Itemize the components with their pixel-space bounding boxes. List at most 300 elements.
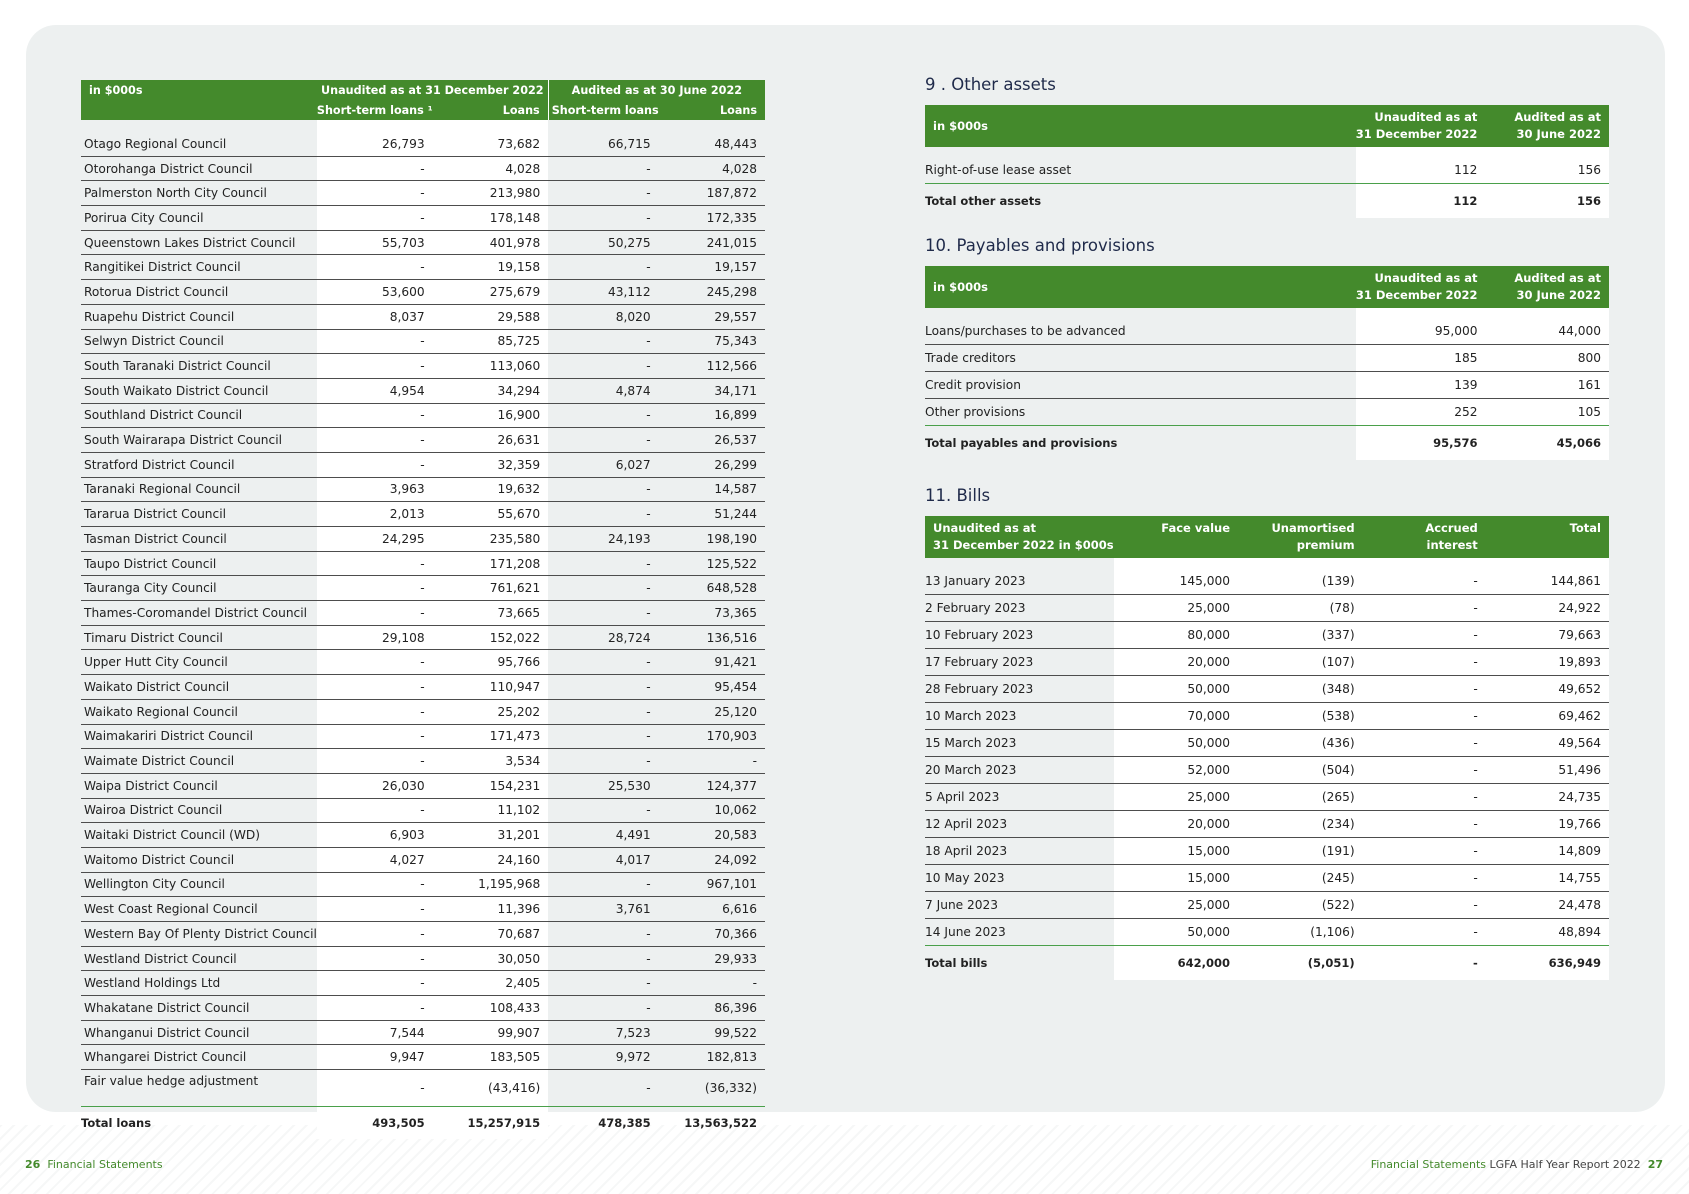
bills-header [925, 516, 1609, 558]
short-term-audited-value: 50,275 [548, 230, 658, 255]
short-term-audited-value: - [548, 329, 658, 354]
row-label: South Taranaki District Council [81, 354, 317, 379]
row-label: Total loans [81, 1116, 152, 1131]
table-row [925, 838, 1609, 865]
table-row [925, 157, 1609, 184]
loans-header-label: in $000s [89, 83, 143, 97]
short-term-audited-value: - [548, 156, 658, 181]
page-number-right: 27 [1647, 1158, 1663, 1171]
total-value: 49,564 [1486, 730, 1609, 757]
row-label: Taupo District Council [81, 551, 317, 576]
loans-audited-value: 29,557 [659, 304, 765, 329]
bills-header-accrued-interest: Accrued interest [1425, 521, 1478, 552]
other-assets-header-audited: Audited as at 30 June 2022 [1514, 110, 1601, 141]
loans-audited-value: 16,899 [659, 403, 765, 428]
loans-unaudited-value: 73,682 [433, 132, 549, 156]
row-label: 10 February 2023 [925, 622, 1114, 649]
row-label: 20 March 2023 [925, 757, 1114, 784]
table-row [81, 724, 765, 749]
short-term-unaudited-value: - [317, 329, 433, 354]
loans-audited-value: 26,299 [659, 452, 765, 477]
loans-unaudited-value: 25,202 [433, 699, 549, 724]
row-label: Timaru District Council [81, 625, 317, 650]
row-label: 12 April 2023 [925, 811, 1114, 838]
loans-unaudited-value: 761,621 [433, 576, 549, 601]
payables-header [925, 266, 1609, 308]
total-value: 51,496 [1486, 757, 1609, 784]
loans-unaudited-value: 110,947 [433, 675, 549, 700]
loans-unaudited-value: 15,257,915 [433, 1107, 549, 1140]
total-value: 19,893 [1486, 649, 1609, 676]
bills-header-label: Unaudited as at 31 December 2022 in $000s [933, 521, 1114, 552]
short-term-unaudited-value: - [317, 601, 433, 626]
accrued-interest-value: - [1363, 649, 1486, 676]
row-label: 13 January 2023 [925, 568, 1114, 595]
total-value: 24,922 [1486, 595, 1609, 622]
row-label: Westland District Council [81, 946, 317, 971]
loans-audited-value: - [659, 749, 765, 774]
short-term-unaudited-value: - [317, 798, 433, 823]
table-row [925, 622, 1609, 649]
table-row [81, 502, 765, 527]
fair-value-row [81, 1070, 765, 1107]
table-row [81, 749, 765, 774]
short-term-audited-value: - [548, 798, 658, 823]
total-row [925, 184, 1609, 219]
loans-unaudited-value: 73,665 [433, 601, 549, 626]
short-term-audited-value: 25,530 [548, 773, 658, 798]
short-term-audited-value: - [548, 749, 658, 774]
row-label: Tasman District Council [81, 527, 317, 552]
unaudited-value: 95,576 [1356, 426, 1486, 461]
table-row [925, 318, 1609, 345]
short-term-audited-value: - [548, 650, 658, 675]
loans-audited-value: 70,366 [659, 922, 765, 947]
total-value: 24,735 [1486, 784, 1609, 811]
row-label: Right-of-use lease asset [925, 157, 1356, 184]
face-value: 25,000 [1114, 595, 1238, 622]
short-term-unaudited-value: 53,600 [317, 280, 433, 305]
table-row [81, 354, 765, 379]
spacer-row [925, 308, 1609, 318]
short-term-audited-value: - [548, 971, 658, 996]
short-term-audited-value: - [548, 946, 658, 971]
row-label: Southland District Council [81, 403, 317, 428]
short-term-unaudited-value: 3,963 [317, 477, 433, 502]
short-term-audited-value: 478,385 [598, 1116, 651, 1131]
audited-value: 45,066 [1486, 426, 1609, 461]
loans-audited-value: 73,365 [659, 601, 765, 626]
loans-audited-value: 124,377 [659, 773, 765, 798]
face-value: 52,000 [1114, 757, 1238, 784]
loans-unaudited-value: 85,725 [433, 329, 549, 354]
short-term-unaudited-value: 26,030 [317, 773, 433, 798]
total-row [81, 1107, 765, 1140]
loans-unaudited-value: 24,160 [433, 847, 549, 872]
row-label: Palmerston North City Council [81, 181, 317, 206]
row-label: Otorohanga District Council [81, 156, 317, 181]
short-term-unaudited-value: - [317, 403, 433, 428]
table-row [81, 601, 765, 626]
short-term-audited-value: - [548, 699, 658, 724]
short-term-unaudited-value: - [317, 1070, 433, 1107]
short-term-unaudited-value: 6,903 [317, 823, 433, 848]
loans-unaudited-value: 275,679 [433, 280, 549, 305]
row-label: Whakatane District Council [81, 996, 317, 1021]
audited-value: 156 [1485, 184, 1609, 219]
short-term-audited-value: - [548, 922, 658, 947]
loans-audited-value: 187,872 [659, 181, 765, 206]
total-value: 636,949 [1486, 946, 1609, 981]
row-label: Waitaki District Council (WD) [81, 823, 317, 848]
accrued-interest-value: - [1363, 676, 1486, 703]
unamortised-premium-value: (538) [1238, 703, 1363, 730]
short-term-unaudited-value: - [317, 872, 433, 897]
accrued-interest-value: - [1363, 568, 1486, 595]
loans-audited-value: 172,335 [659, 206, 765, 231]
short-term-unaudited-value: - [317, 946, 433, 971]
row-label: Waimate District Council [81, 749, 317, 774]
row-label: Waimakariri District Council [81, 724, 317, 749]
audited-value: 44,000 [1486, 318, 1609, 345]
loans-unaudited-value: 95,766 [433, 650, 549, 675]
row-label: Wellington City Council [81, 872, 317, 897]
loans-table [81, 80, 765, 1139]
total-value: 79,663 [1486, 622, 1609, 649]
table-row [925, 568, 1609, 595]
loans-unaudited-value: 4,028 [433, 156, 549, 181]
row-label: Total bills [925, 956, 988, 970]
table-row [81, 1045, 765, 1070]
short-term-audited-value: - [548, 576, 658, 601]
table-row [925, 703, 1609, 730]
accrued-interest-value: - [1363, 892, 1486, 919]
total-value: 69,462 [1486, 703, 1609, 730]
table-row [81, 699, 765, 724]
payables-table [925, 266, 1609, 460]
row-label: Rotorua District Council [81, 280, 317, 305]
loans-unaudited-value: 183,505 [433, 1045, 549, 1070]
loans-audited-value: 86,396 [659, 996, 765, 1021]
unamortised-premium-value: (191) [1238, 838, 1363, 865]
loans-audited-value: 19,157 [659, 255, 765, 280]
loans-unaudited-value: 34,294 [433, 378, 549, 403]
table-row [925, 784, 1609, 811]
table-row [925, 649, 1609, 676]
loans-audited-value: 14,587 [659, 477, 765, 502]
unamortised-premium-value: (78) [1238, 595, 1363, 622]
payables-header-unaudited: Unaudited as at 31 December 2022 [1355, 271, 1478, 302]
face-value: 15,000 [1114, 865, 1238, 892]
short-term-unaudited-value: 29,108 [317, 625, 433, 650]
spacer-row [81, 120, 765, 132]
table-row [925, 865, 1609, 892]
short-term-audited-value: - [548, 601, 658, 626]
loans-audited-value: 10,062 [659, 798, 765, 823]
loans-unaudited-value: 11,102 [433, 798, 549, 823]
loans-unaudited-value: 19,632 [433, 477, 549, 502]
short-term-audited-value: - [548, 181, 658, 206]
row-label: Selwyn District Council [81, 329, 317, 354]
loans-unaudited-value: 26,631 [433, 428, 549, 453]
row-label: Taranaki Regional Council [81, 477, 317, 502]
table-row [81, 798, 765, 823]
loans-unaudited-value: 11,396 [433, 897, 549, 922]
row-label: Upper Hutt City Council [81, 650, 317, 675]
short-term-unaudited-value: - [317, 971, 433, 996]
audited-value: 156 [1485, 157, 1609, 184]
short-term-unaudited-value: - [317, 699, 433, 724]
row-label: Thames-Coromandel District Council [81, 601, 317, 626]
table-row [81, 576, 765, 601]
face-value: 25,000 [1114, 892, 1238, 919]
total-value: 49,652 [1486, 676, 1609, 703]
row-label: Waikato Regional Council [81, 699, 317, 724]
accrued-interest-value: - [1363, 622, 1486, 649]
loans-header-short-term-unaudited: Short-term loans ¹ [316, 103, 433, 117]
short-term-unaudited-value: 493,505 [317, 1107, 433, 1140]
short-term-unaudited-value: 4,954 [317, 378, 433, 403]
face-value: 642,000 [1114, 946, 1238, 981]
row-label: Westland Holdings Ltd [81, 971, 317, 996]
short-term-unaudited-value: - [317, 255, 433, 280]
unamortised-premium-value: (107) [1238, 649, 1363, 676]
short-term-audited-value: - [548, 724, 658, 749]
loans-unaudited-value: 235,580 [433, 527, 549, 552]
row-label: Ruapehu District Council [81, 304, 317, 329]
footer-document-title: LGFA Half Year Report 2022 [1489, 1158, 1641, 1171]
loans-header-row-1 [81, 80, 765, 100]
loans-unaudited-value: 55,670 [433, 502, 549, 527]
short-term-audited-value: - [548, 551, 658, 576]
table-row [81, 280, 765, 305]
table-row [81, 304, 765, 329]
face-value: 50,000 [1114, 730, 1238, 757]
short-term-unaudited-value: - [317, 922, 433, 947]
row-label: Credit provision [925, 372, 1356, 399]
row-label: 2 February 2023 [925, 595, 1114, 622]
loans-audited-value: 26,537 [659, 428, 765, 453]
short-term-unaudited-value: - [317, 354, 433, 379]
short-term-audited-value: 9,972 [548, 1045, 658, 1070]
loans-unaudited-value: 178,148 [433, 206, 549, 231]
table-row [925, 345, 1609, 372]
other-assets-title: 9 . Other assets [925, 75, 1056, 94]
table-row [81, 773, 765, 798]
row-label: South Waikato District Council [81, 378, 317, 403]
loans-unaudited-value: 213,980 [433, 181, 549, 206]
table-row [81, 452, 765, 477]
table-row [925, 595, 1609, 622]
face-value: 15,000 [1114, 838, 1238, 865]
table-row [81, 996, 765, 1021]
table-row [81, 527, 765, 552]
row-label: Waipa District Council [81, 773, 317, 798]
table-row [925, 676, 1609, 703]
table-row [81, 922, 765, 947]
loans-audited-value: 24,092 [659, 847, 765, 872]
unaudited-value: 95,000 [1356, 318, 1486, 345]
row-label: 7 June 2023 [925, 892, 1114, 919]
face-value: 80,000 [1114, 622, 1238, 649]
short-term-audited-value: 7,523 [548, 1020, 658, 1045]
row-label: 10 May 2023 [925, 865, 1114, 892]
short-term-unaudited-value: 24,295 [317, 527, 433, 552]
payables-title: 10. Payables and provisions [925, 236, 1155, 255]
row-label: 14 June 2023 [925, 919, 1114, 946]
table-row [81, 206, 765, 231]
short-term-audited-value: 4,491 [548, 823, 658, 848]
unamortised-premium-value: (265) [1238, 784, 1363, 811]
row-label: Whanganui District Council [81, 1020, 317, 1045]
table-row [925, 811, 1609, 838]
payables-header-label: in $000s [933, 279, 988, 294]
face-value: 145,000 [1114, 568, 1238, 595]
accrued-interest-value: - [1363, 730, 1486, 757]
loans-audited-value: 241,015 [659, 230, 765, 255]
short-term-audited-value: 6,027 [548, 452, 658, 477]
loans-header-row-2 [81, 100, 765, 120]
unamortised-premium-value: (337) [1238, 622, 1363, 649]
table-row [81, 329, 765, 354]
loans-header-loans-audited: Loans [720, 103, 757, 117]
loans-audited-value: 170,903 [659, 724, 765, 749]
table-row [81, 872, 765, 897]
short-term-unaudited-value: - [317, 650, 433, 675]
loans-unaudited-value: 152,022 [433, 625, 549, 650]
row-label: Tararua District Council [81, 502, 317, 527]
loans-unaudited-value: 108,433 [433, 996, 549, 1021]
loans-audited-value: 967,101 [659, 872, 765, 897]
unamortised-premium-value: (504) [1238, 757, 1363, 784]
short-term-unaudited-value: 55,703 [317, 230, 433, 255]
footer-right [1371, 1158, 1663, 1171]
table-row [81, 403, 765, 428]
short-term-audited-value: - [548, 428, 658, 453]
loans-audited-value: - [659, 971, 765, 996]
loans-header-group-audited: Audited as at 30 June 2022 [571, 83, 743, 97]
loans-audited-value: 91,421 [659, 650, 765, 675]
short-term-unaudited-value: - [317, 551, 433, 576]
loans-unaudited-value: 30,050 [433, 946, 549, 971]
loans-audited-value: 99,522 [659, 1020, 765, 1045]
loans-unaudited-value: 113,060 [433, 354, 549, 379]
short-term-audited-value: - [548, 255, 658, 280]
row-label: 5 April 2023 [925, 784, 1114, 811]
table-row [81, 181, 765, 206]
bills-table [925, 516, 1609, 980]
loans-unaudited-value: 1,195,968 [433, 872, 549, 897]
table-row [81, 650, 765, 675]
short-term-audited-value: 4,874 [548, 378, 658, 403]
unamortised-premium-value: (348) [1238, 676, 1363, 703]
row-label: Loans/purchases to be advanced [925, 318, 1356, 345]
accrued-interest-value: - [1363, 757, 1486, 784]
loans-unaudited-value: 401,978 [433, 230, 549, 255]
total-value: 19,766 [1486, 811, 1609, 838]
total-value: 144,861 [1486, 568, 1609, 595]
short-term-audited-value: - [548, 354, 658, 379]
loans-unaudited-value: 29,588 [433, 304, 549, 329]
accrued-interest-value: - [1363, 811, 1486, 838]
row-label: Whangarei District Council [81, 1045, 317, 1070]
row-label: Queenstown Lakes District Council [81, 230, 317, 255]
unamortised-premium-value: (522) [1238, 892, 1363, 919]
loans-audited-value: 51,244 [659, 502, 765, 527]
short-term-audited-value: 8,020 [548, 304, 658, 329]
loans-unaudited-value: 32,359 [433, 452, 549, 477]
loans-audited-value: 20,583 [659, 823, 765, 848]
loans-header-loans-unaudited: Loans [433, 100, 549, 120]
row-label: Waitomo District Council [81, 847, 317, 872]
short-term-unaudited-value: - [317, 156, 433, 181]
table-row [925, 919, 1609, 946]
loans-audited-value: 95,454 [659, 675, 765, 700]
short-term-audited-value: - [548, 1070, 658, 1107]
total-value: 14,809 [1486, 838, 1609, 865]
table-row [81, 156, 765, 181]
short-term-audited-value: - [548, 996, 658, 1021]
short-term-audited-value: 3,761 [548, 897, 658, 922]
other-assets-header-label: in $000s [933, 118, 988, 133]
table-row [925, 892, 1609, 919]
short-term-audited-value: - [548, 675, 658, 700]
face-value: 50,000 [1114, 919, 1238, 946]
loans-unaudited-value: 171,473 [433, 724, 549, 749]
short-term-unaudited-value: 26,793 [317, 132, 433, 156]
row-label: Stratford District Council [81, 452, 317, 477]
short-term-audited-value: 24,193 [548, 527, 658, 552]
audited-value: 161 [1486, 372, 1609, 399]
loans-audited-value: (36,332) [659, 1070, 765, 1107]
total-row [925, 426, 1609, 461]
row-label: Western Bay Of Plenty District Council [81, 922, 317, 947]
table-row [925, 399, 1609, 426]
bills-header-total: Total [1569, 521, 1601, 535]
row-label: Trade creditors [925, 345, 1356, 372]
short-term-unaudited-value: 2,013 [317, 502, 433, 527]
face-value: 50,000 [1114, 676, 1238, 703]
short-term-unaudited-value: 7,544 [317, 1020, 433, 1045]
short-term-unaudited-value: 9,947 [317, 1045, 433, 1070]
unaudited-value: 185 [1356, 345, 1486, 372]
table-row [81, 971, 765, 996]
audited-value: 800 [1486, 345, 1609, 372]
short-term-audited-value: 4,017 [548, 847, 658, 872]
short-term-unaudited-value: - [317, 576, 433, 601]
loans-unaudited-value: 2,405 [433, 971, 549, 996]
total-value: 14,755 [1486, 865, 1609, 892]
table-row [81, 428, 765, 453]
total-value: 48,894 [1486, 919, 1609, 946]
loans-unaudited-value: 19,158 [433, 255, 549, 280]
loans-unaudited-value: 3,534 [433, 749, 549, 774]
table-row [81, 847, 765, 872]
table-row [81, 378, 765, 403]
table-row [81, 1020, 765, 1045]
total-value: 24,478 [1486, 892, 1609, 919]
other-assets-table [925, 105, 1609, 218]
loans-unaudited-value: 99,907 [433, 1020, 549, 1045]
face-value: 25,000 [1114, 784, 1238, 811]
row-label: Total other assets [925, 194, 1042, 208]
other-assets-header [925, 105, 1609, 147]
short-term-unaudited-value: - [317, 206, 433, 231]
loans-audited-value: 125,522 [659, 551, 765, 576]
row-label: South Wairarapa District Council [81, 428, 317, 453]
accrued-interest-value: - [1363, 919, 1486, 946]
unaudited-value: 112 [1356, 184, 1486, 219]
